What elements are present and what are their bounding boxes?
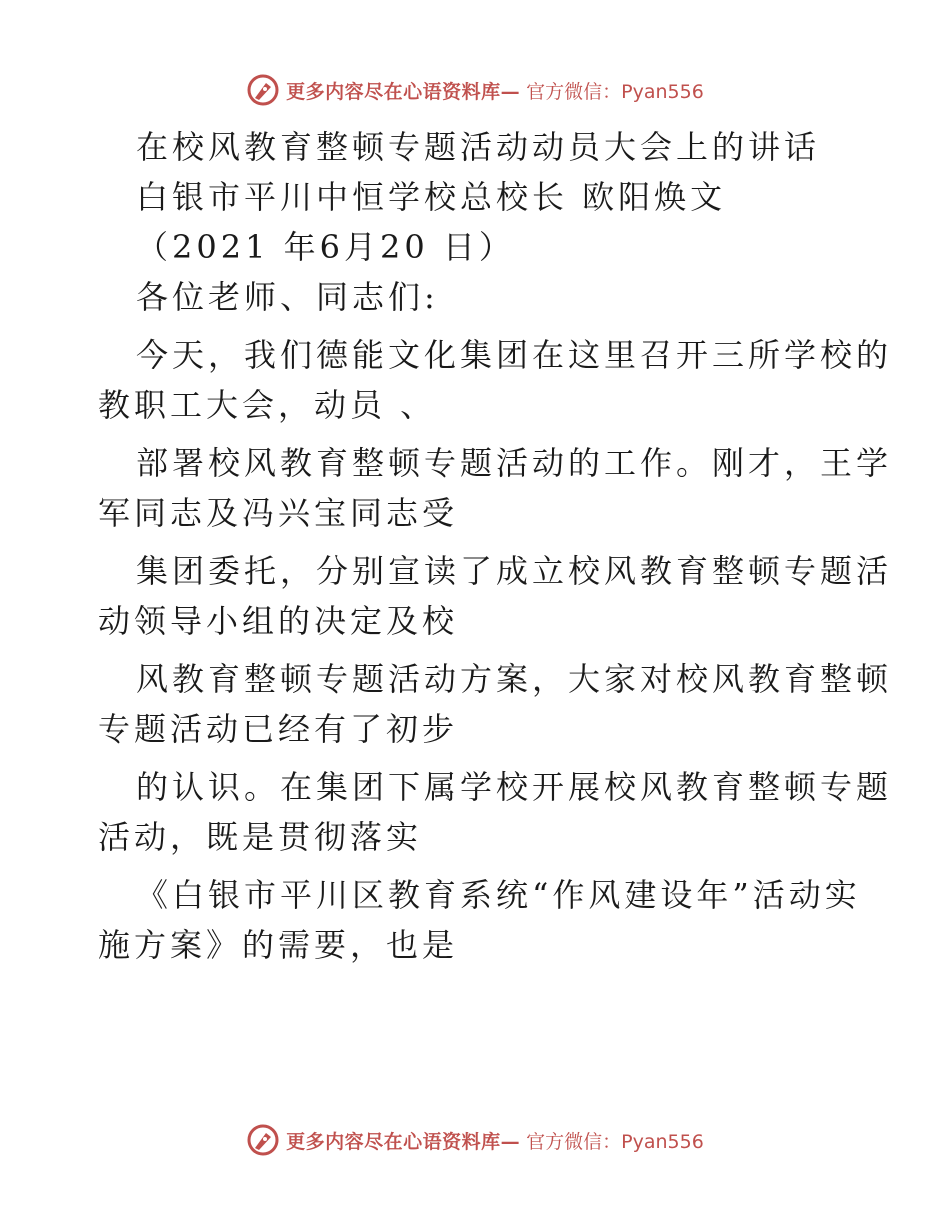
pen-nib-circle-icon xyxy=(246,1123,280,1157)
watermark-header xyxy=(0,70,950,110)
body-line: 部署校风教育整顿专题活动的工作。刚才，王学 xyxy=(136,444,893,482)
date-line: （2021 年6月20 日） xyxy=(136,228,515,266)
body-line: 《白银市平川区教育系统“作风建设年”活动实 xyxy=(136,876,861,914)
watermark-contact: 官方微信：Pyan556 xyxy=(526,80,704,103)
watermark-text: 更多内容尽在心语资料库— xyxy=(286,1130,521,1153)
body-line: 施方案》的需要，也是 xyxy=(98,926,459,964)
body-line: 动领导小组的决定及校 xyxy=(98,602,459,640)
body-line: 活动，既是贯彻落实 xyxy=(98,818,423,856)
body-line: 的认识。在集团下属学校开展校风教育整顿专题 xyxy=(136,768,893,806)
document-body xyxy=(98,122,893,970)
speaker-line: 白银市平川中恒学校总校长 欧阳焕文 xyxy=(136,178,727,216)
speech-title: 在校风教育整顿专题活动动员大会上的讲话 xyxy=(136,128,821,166)
body-line: 风教育整顿专题活动方案，大家对校风教育整顿 xyxy=(136,660,893,698)
watermark-contact: 官方微信：Pyan556 xyxy=(526,1130,704,1153)
body-line: 专题活动已经有了初步 xyxy=(98,710,459,748)
body-line: 集团委托，分别宣读了成立校风教育整顿专题活 xyxy=(136,552,893,590)
pen-nib-circle-icon xyxy=(246,73,280,107)
watermark-footer xyxy=(0,1120,950,1160)
body-line: 今天，我们德能文化集团在这里召开三所学校的 xyxy=(136,336,893,374)
salutation: 各位老师、同志们: xyxy=(136,278,439,316)
watermark-text: 更多内容尽在心语资料库— xyxy=(286,80,521,103)
body-line: 军同志及冯兴宝同志受 xyxy=(98,494,459,532)
body-line: 教职工大会，动员 、 xyxy=(98,386,437,424)
